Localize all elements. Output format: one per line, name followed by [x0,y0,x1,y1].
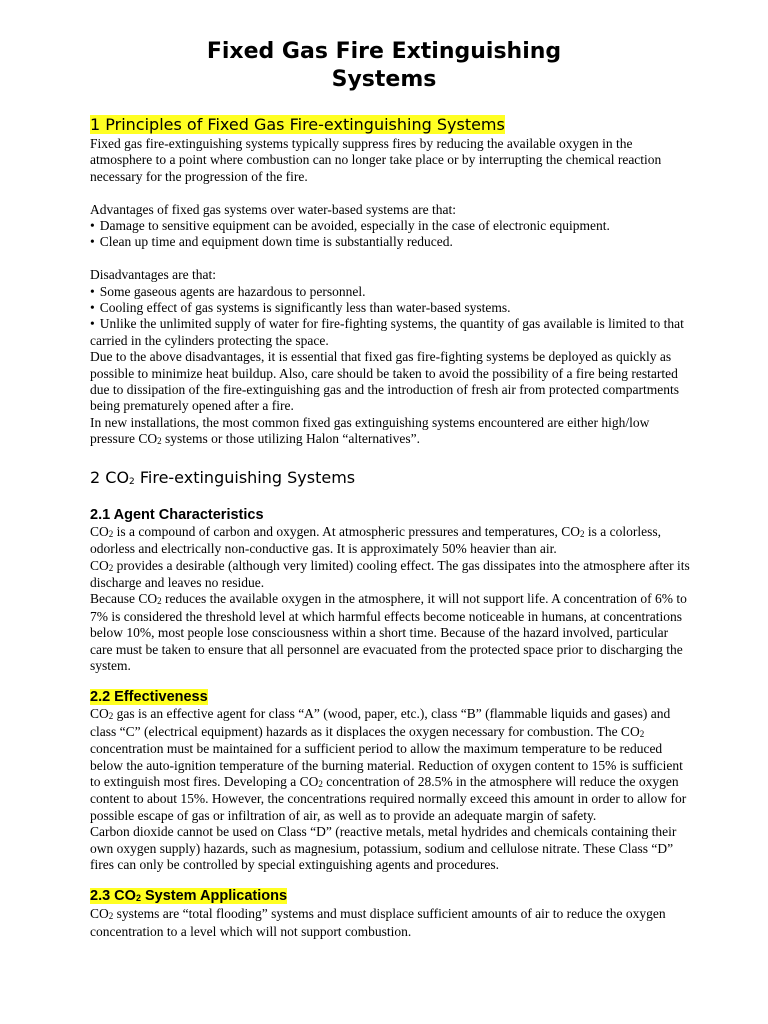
section-2-1-heading: 2.1 Agent Characteristics [90,506,264,523]
section-1-heading: 1 Principles of Fixed Gas Fire-extinguishing Systems [90,115,505,134]
agent-characteristics-paragraph: $CO_2$ is a compound of carbon and oxygen. At atmospheric pressures and temperatures, $CO_2$ is a colorless, odorless and electrically non-conductive gas. It is approximately 50% heavier than air. [90,523,662,557]
agent-hazard-paragraph: Because $CO_2$ reduces the available oxygen in the atmosphere, it will not support life. A concentration of 6% to 7% is considered the threshold level at which harmful effects become noticeable in humans, at concentrations below 10%, most people lose consciousness within a short time. Because of the hazard involved, particular care must be taken to ensure that all personnel are evacuated from the protected space prior to discharging the system. [90,591,687,673]
disadvantage-item: • Unlike the unlimited supply of water for fire-fighting systems, the quantity of gas available is limited to that carried in the cylinders protecting the space. [90,316,690,349]
advantage-item: • Clean up time and equipment down time is substantially reduced. [90,234,690,250]
disadvantages-intro: Disadvantages are that: [90,267,216,283]
advantages-intro: Advantages of fixed gas systems over water-based systems are that: [90,201,456,217]
disadvantage-item: • Some gaseous agents are hazardous to personnel. [90,284,690,300]
title-line-2: Systems [331,67,437,92]
disadvantage-item: • Cooling effect of gas systems is significantly less than water-based systems. [90,300,690,316]
section-2-3-heading: 2.3 $CO_2$ System Applications [90,888,288,905]
advantage-item: • Damage to sensitive equipment can be avoided, especially in the case of electronic equipment. [90,218,690,234]
section-2-heading: 2 $CO_2$ Fire-extinguishing Systems [90,467,356,487]
section-2-2-heading: 2.2 Effectiveness [90,689,208,706]
section-1-paragraph-2: Due to the above disadvantages, it is essential that fixed gas fire-fighting systems be deployed as quickly as possible to minimize heat buildup. Also, care should be taken to avoid the possibility of a fire being restarted due to dissipation of the fire-extinguishing gas and the introduction of fresh air from protected compartments being prematurely opened after a fire. [90,349,679,414]
class-d-paragraph: Carbon dioxide cannot be used on Class “D” (reactive metals, metal hydrides and chemicals containing their own oxygen supply) hazards, such as magnesium, potassium, sodium and cellulose nitrate. These Class “D” fires can only be controlled by special extinguishing agents and procedures. [90,824,677,872]
agent-cooling-paragraph: $CO_2$ provides a desirable (although very limited) cooling effect. The gas dissipates into the atmosphere after its discharge and leaves no residue. [90,557,690,590]
section-1-intro: Fixed gas fire-extinguishing systems typically suppress fires by reducing the available oxygen in the atmosphere to a point where combustion can no longer take place or by interrupting the chemical reaction necessary for the progression of the fire. [90,136,662,184]
effectiveness-paragraph: $CO_2$ gas is an effective agent for class “A” (wood, paper, etc.), class “B” (flammable liquids and gases) and class “C” (electrical equipment) hazards as it displaces the oxygen necessary for combustion. The $CO_2$ concentration must be maintained for a sufficient period to allow the maximum temperature to be reduced below the auto-ignition temperature of the burning material. Reduction of oxygen content to 15% is sufficient to extinguish most fires. Developing a $CO_2$ concentration of 28.5% in the atmosphere will reduce the oxygen content to about 15%. However, the concentrations required normally exceed this amount in order to allow for possible escape of gas or infiltration of air, as well as to provide an adequate margin of safety. [90,706,687,823]
system-applications-paragraph: $CO_2$ systems are “total flooding” systems and must displace sufficient amounts of air to reduce the oxygen concentration to a level which will not support combustion. [90,906,666,939]
title-line-1: Fixed Gas Fire Extinguishing [206,39,562,64]
document-title [0,38,768,94]
document-body [90,114,690,940]
section-1-paragraph-3: In new installations, the most common fixed gas extinguishing systems encountered are either high/low pressure $CO_2$ systems or those utilizing Halon “alternatives”. [90,414,650,447]
